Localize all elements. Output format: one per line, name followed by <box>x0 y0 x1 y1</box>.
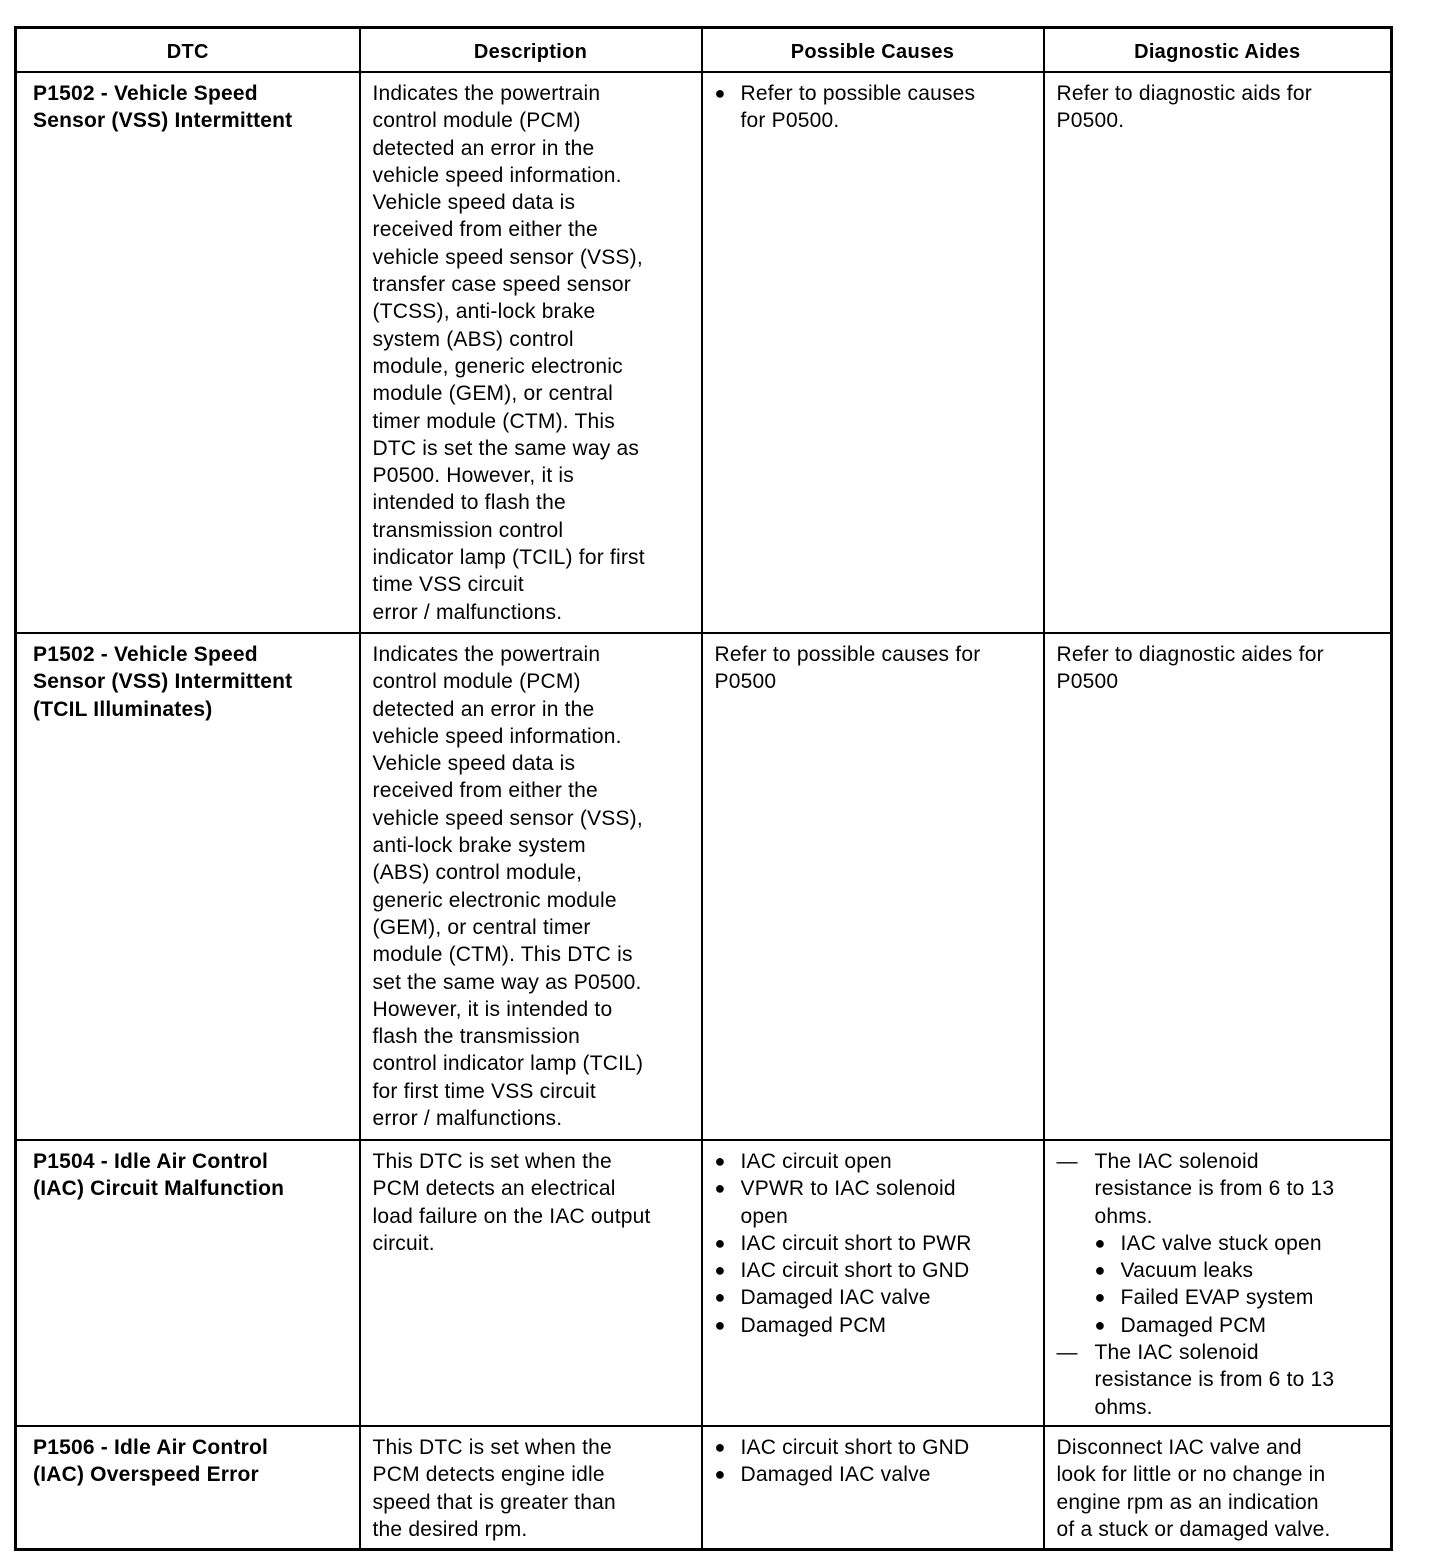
bullet-icon: ● <box>714 1314 726 1335</box>
bullet-list <box>715 80 1033 135</box>
bullet-item <box>715 1434 1033 1461</box>
diagnostic-aides-cell: Refer to diagnostic aides for P0500 <box>1044 633 1392 1140</box>
bullet-list <box>715 1434 1033 1489</box>
bullet-text: Damaged PCM <box>740 1313 887 1337</box>
bullet-item <box>715 1257 1033 1284</box>
bullet-item <box>715 80 1033 135</box>
bullet-item <box>1095 1284 1381 1311</box>
bullet-icon: ● <box>1094 1287 1106 1308</box>
possible-causes-cell: Refer to possible causes for P0500 <box>702 633 1044 1140</box>
bullet-text: Damaged IAC valve <box>740 1463 931 1487</box>
bullet-icon: ● <box>714 1260 726 1281</box>
bullet-text: Refer to possible causes for P0500. <box>740 82 976 133</box>
bullet-item <box>715 1461 1033 1488</box>
diagnostic-aides-cell: Refer to diagnostic aids for P0500. <box>1044 72 1392 633</box>
header-possible-causes: Possible Causes <box>702 28 1044 73</box>
dtc-cell: P1502 - Vehicle Speed Sensor (VSS) Intermittent (TCIL Illuminates) <box>16 633 360 1140</box>
bullet-icon: ● <box>714 1464 726 1485</box>
description-cell: This DTC is set when the PCM detects an electrical load failure on the IAC output circuit. <box>360 1140 702 1426</box>
dtc-cell: P1502 - Vehicle Speed Sensor (VSS) Intermittent <box>16 72 360 633</box>
possible-causes-cell <box>702 1426 1044 1550</box>
bullet-text: IAC circuit short to GND <box>740 1435 970 1459</box>
bullet-text: Damaged IAC valve <box>740 1286 931 1310</box>
bullet-icon: ● <box>1094 1260 1106 1281</box>
header-dtc: DTC <box>16 28 360 73</box>
bullet-text: VPWR to IAC solenoid open <box>740 1177 956 1228</box>
bullet-item <box>1095 1230 1381 1257</box>
bullet-icon: ● <box>714 1287 726 1308</box>
bullet-icon: ● <box>714 83 726 103</box>
bullet-text: IAC circuit short to PWR <box>740 1231 972 1255</box>
table-row <box>16 72 1392 633</box>
bullet-icon: ● <box>714 1178 726 1199</box>
bullet-item <box>715 1148 1033 1175</box>
description-cell: Indicates the powertrain control module (PCM) detected an error in the vehicle speed information. Vehicle speed data is received from either the vehicle speed sensor (VSS), anti-lock brake system (ABS) control module, generic electronic module (GEM), or central timer module (CTM). This DTC is set the same way as P0500. However, it is intended to flash the transmission control indicator lamp (TCIL) for first time VSS circuit error / malfunctions. <box>360 633 702 1140</box>
dash-text: The IAC solenoid resistance is from 6 to 13 ohms. <box>1094 1150 1335 1228</box>
dtc-cell: P1504 - Idle Air Control (IAC) Circuit Malfunction <box>16 1140 360 1426</box>
diagnostic-aides-cell <box>1044 1140 1392 1426</box>
dash-icon: — <box>1056 1150 1078 1173</box>
header-row <box>16 28 1392 73</box>
header-diagnostic-aides: Diagnostic Aides <box>1044 28 1392 73</box>
bullet-text: IAC circuit short to GND <box>740 1259 970 1283</box>
bullet-icon: ● <box>1094 1232 1106 1253</box>
sub-bullet-list <box>1057 1230 1381 1339</box>
bullet-text: Vacuum leaks <box>1120 1259 1254 1283</box>
description-cell: Indicates the powertrain control module (PCM) detected an error in the vehicle speed information. Vehicle speed data is received from either the vehicle speed sensor (VSS), transfer case speed sensor (TCSS), anti-lock brake system (ABS) control module, generic electronic module (GEM), or central timer module (CTM). This DTC is set the same way as P0500. However, it is intended to flash the transmission control indicator lamp (TCIL) for first time VSS circuit error / malfunctions. <box>360 72 702 633</box>
bullet-item <box>715 1312 1033 1339</box>
bullet-icon: ● <box>714 1232 726 1253</box>
table-row <box>16 633 1392 1140</box>
bullet-item <box>715 1175 1033 1230</box>
description-cell: This DTC is set when the PCM detects engine idle speed that is greater than the desired rpm. <box>360 1426 702 1550</box>
dash-text: The IAC solenoid resistance is from 6 to 13 ohms. <box>1094 1341 1335 1419</box>
dash-item <box>1057 1148 1381 1230</box>
dtc-table <box>14 26 1393 1551</box>
dtc-document <box>14 26 1390 1551</box>
bullet-item <box>1095 1312 1381 1339</box>
bullet-icon: ● <box>714 1151 726 1171</box>
header-description: Description <box>360 28 702 73</box>
bullet-icon: ● <box>714 1436 726 1457</box>
possible-causes-cell <box>702 72 1044 633</box>
diagnostic-aides-cell: Disconnect IAC valve and look for little or no change in engine rpm as an indication of a stuck or damaged valve. <box>1044 1426 1392 1550</box>
bullet-text: Failed EVAP system <box>1120 1286 1314 1310</box>
bullet-list <box>715 1148 1033 1339</box>
bullet-item <box>715 1230 1033 1257</box>
bullet-item <box>1095 1257 1381 1284</box>
bullet-item <box>715 1284 1033 1311</box>
possible-causes-cell <box>702 1140 1044 1426</box>
dash-icon: — <box>1056 1341 1078 1365</box>
bullet-text: IAC valve stuck open <box>1120 1231 1322 1255</box>
dtc-cell: P1506 - Idle Air Control (IAC) Overspeed Error <box>16 1426 360 1550</box>
dash-item <box>1057 1339 1381 1421</box>
table-row <box>16 1426 1392 1550</box>
bullet-text: Damaged PCM <box>1120 1313 1267 1337</box>
table-row <box>16 1140 1392 1426</box>
bullet-icon: ● <box>1094 1314 1106 1335</box>
bullet-text: IAC circuit open <box>740 1150 892 1173</box>
